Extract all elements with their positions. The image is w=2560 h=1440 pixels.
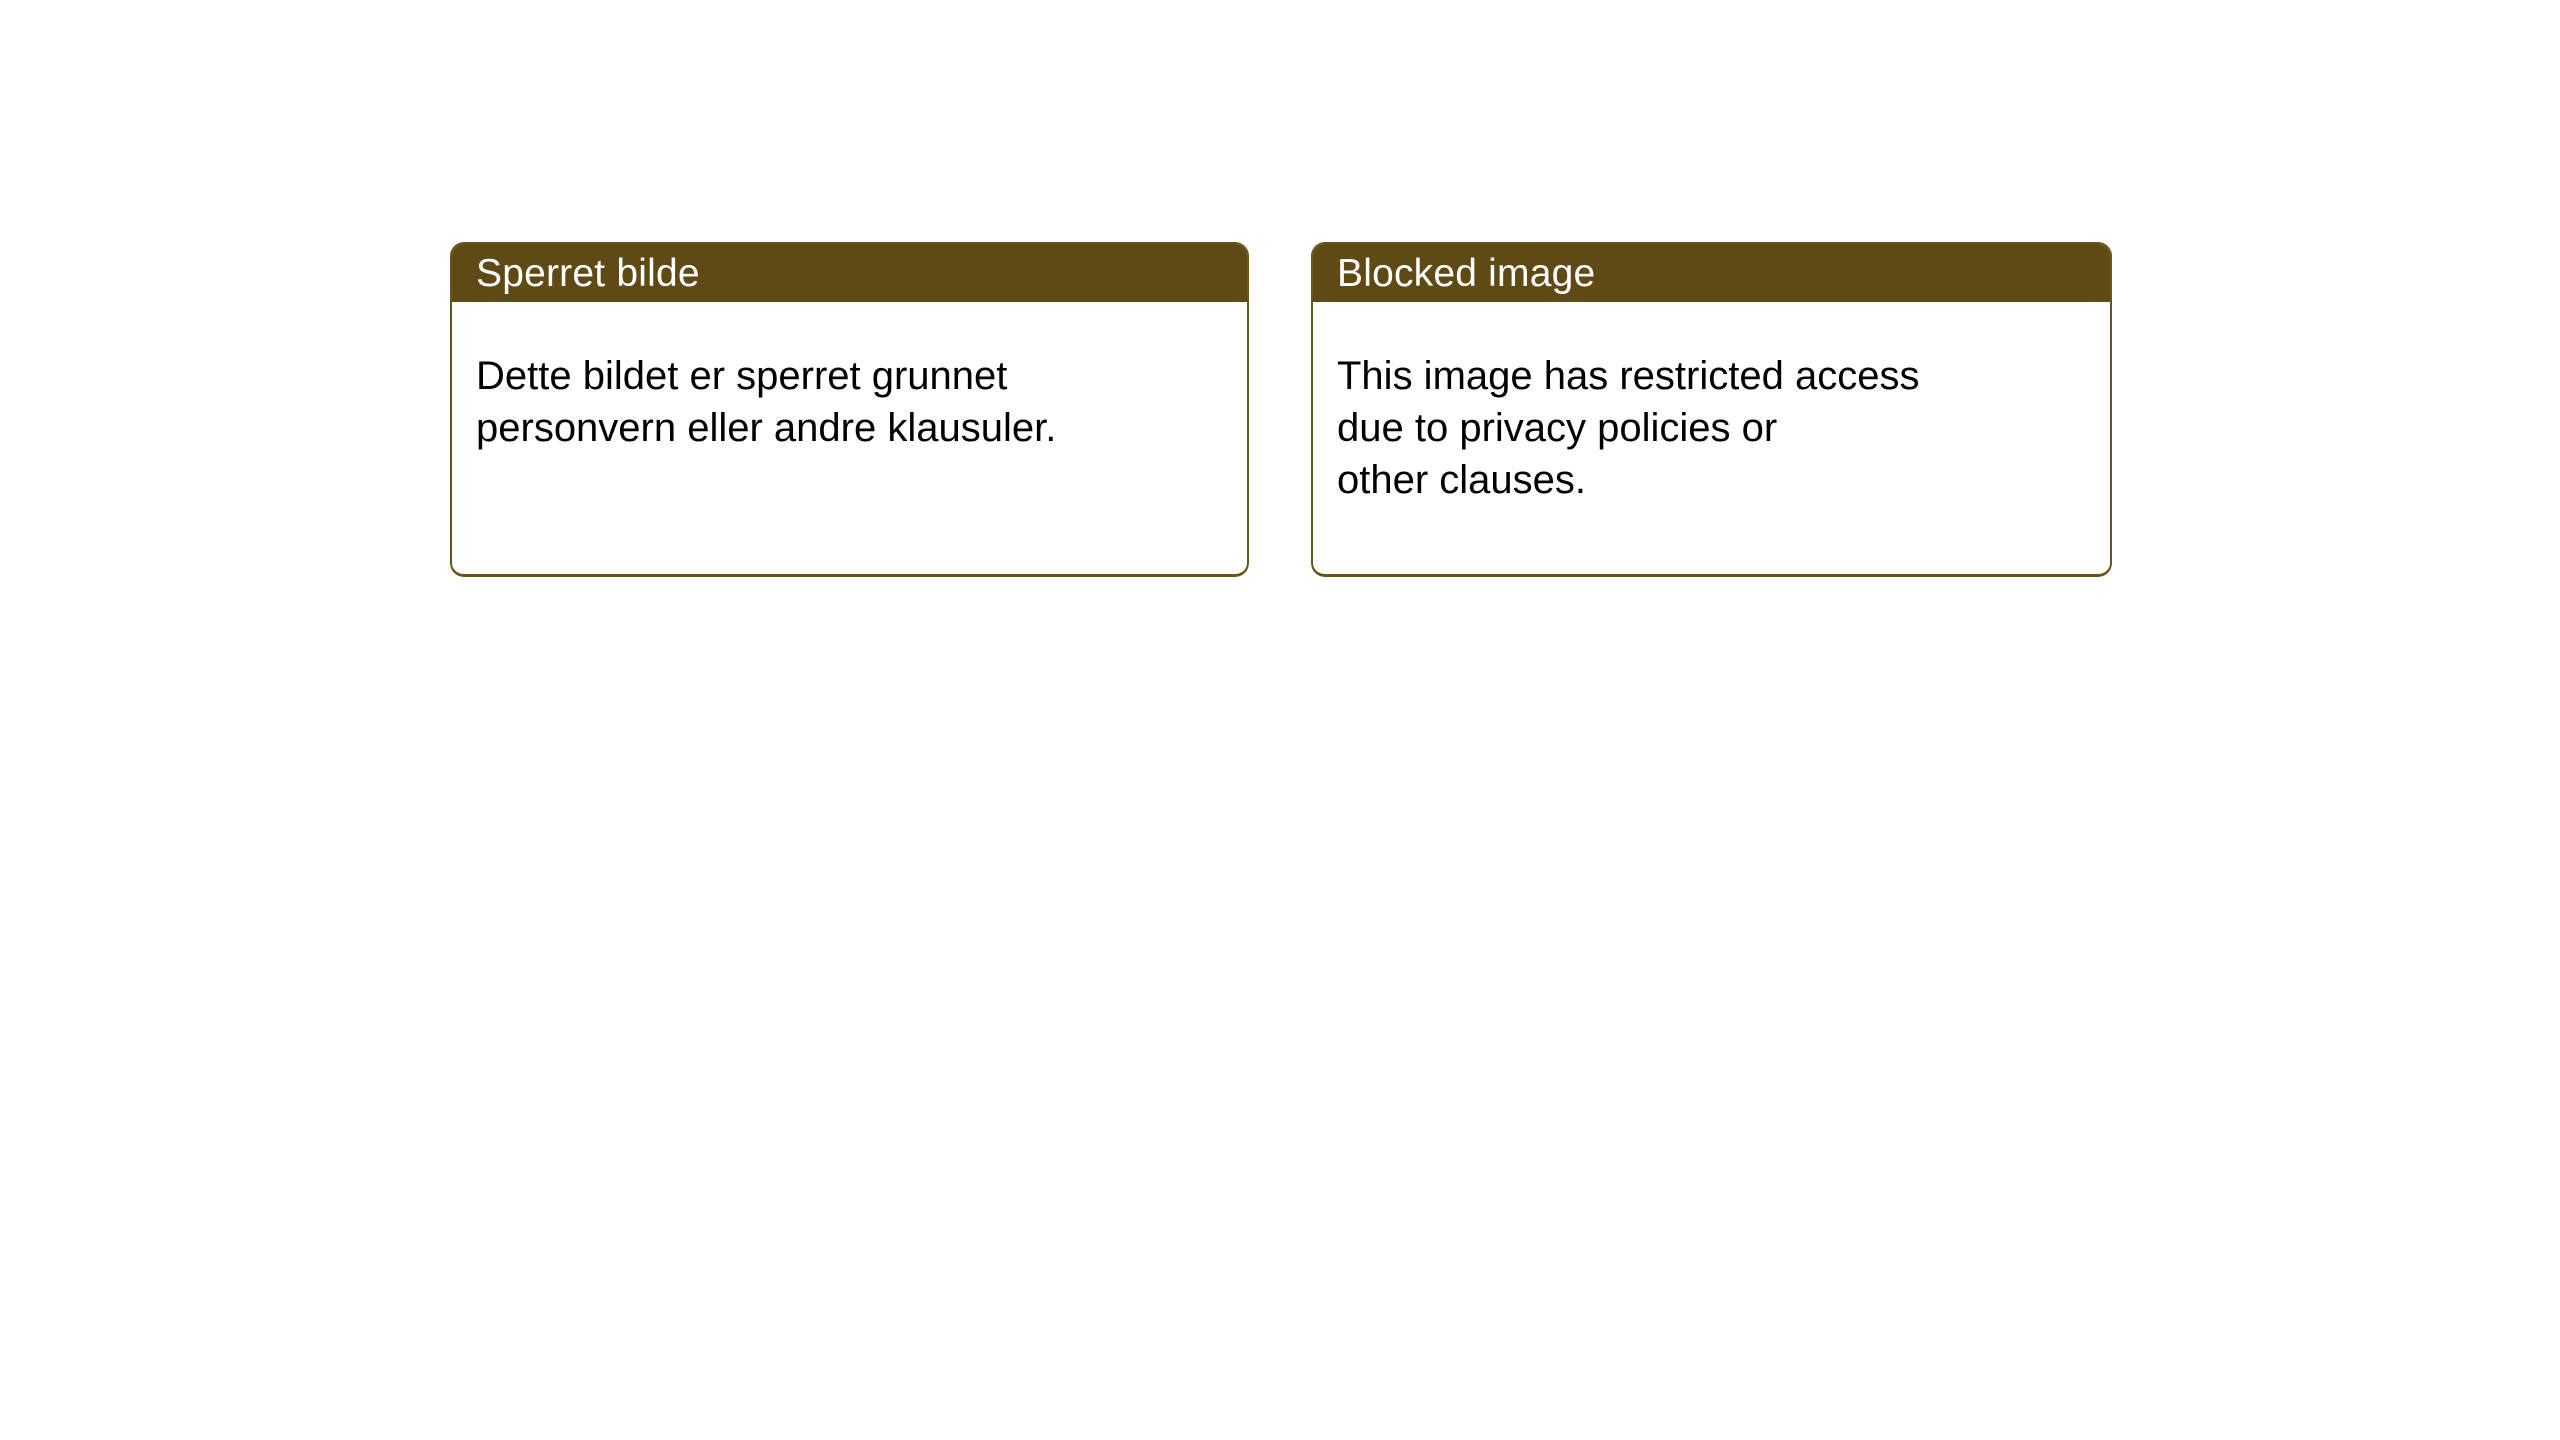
notice-body-line: Dette bildet er sperret grunnet [476, 354, 1008, 398]
blocked-image-notice-norwegian [450, 242, 1249, 577]
notice-header-bar [452, 244, 1247, 302]
notice-title: Blocked image [1337, 251, 1596, 295]
blocked-image-notice-english [1311, 242, 2112, 577]
notice-body-line: due to privacy policies or [1337, 406, 1778, 450]
notice-header-bar [1313, 244, 2110, 302]
notice-body-line: personvern eller andre klausuler. [476, 406, 1057, 450]
notice-body [452, 302, 1247, 574]
notice-body-line: This image has restricted access [1337, 354, 1920, 398]
notice-body [1313, 302, 2110, 574]
notice-title: Sperret bilde [476, 251, 700, 295]
notice-body-line: other clauses. [1337, 458, 1587, 502]
